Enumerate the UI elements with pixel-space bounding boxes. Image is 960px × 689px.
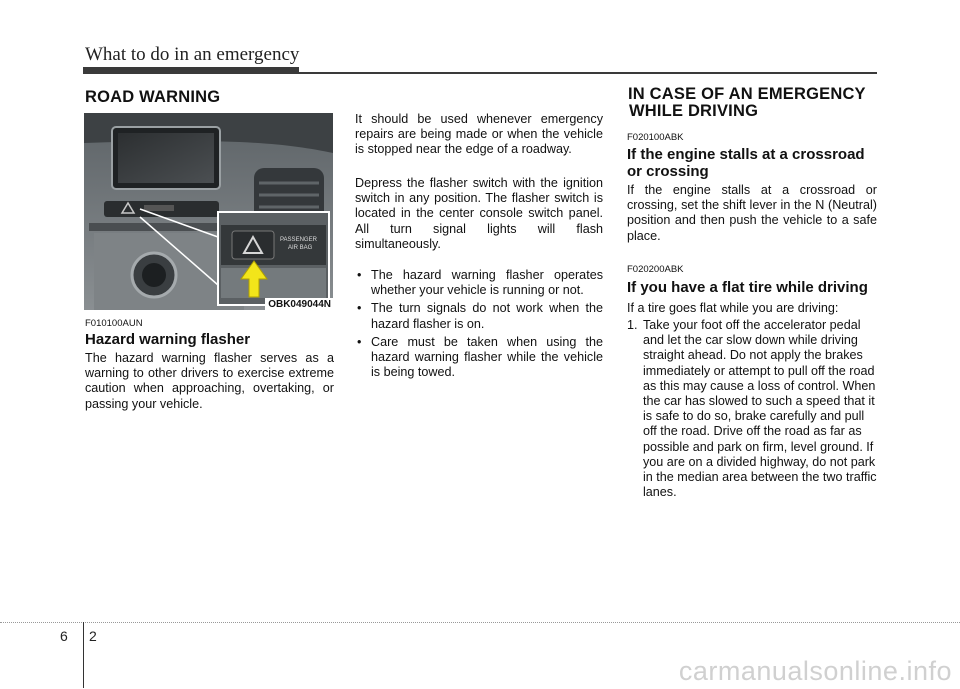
bullet-list bbox=[355, 268, 603, 383]
section-heading-emergency-driving bbox=[628, 86, 866, 120]
paragraph-usage: It should be used whenever emergency repairs are being made or when the vehicle is stopped near the edge of a roadway. bbox=[355, 112, 603, 157]
chapter-number: 6 bbox=[60, 628, 68, 644]
watermark: carmanualsonline.info bbox=[678, 656, 952, 686]
dashboard-illustration bbox=[84, 113, 333, 310]
list-item: 1. Take your foot off the accelerator pedal and let the car slow down while driving straight ahead. Do not apply the brakes immediately or attempt to pull off the road as this may cause a loss of control. When the car has slowed to such a speed that it is safe to do so, brake carefully and pull off the road. Drive off the road as far as possible and park on firm, level ground. If you are on a divided highway, do not park in the median area between the two traffic lanes. bbox=[627, 318, 877, 500]
paragraph-switch-location: Depress the flasher switch with the ignition switch in any position. The flasher switch is located in the center console switch panel. All turn signal lights will flash simultaneously. bbox=[355, 176, 603, 251]
header-rule-accent bbox=[83, 67, 299, 74]
photo-label: OBK049044N bbox=[265, 298, 333, 310]
list-item: • The hazard warning flasher operates whether your vehicle is running or not. bbox=[357, 268, 603, 298]
page-number: 2 bbox=[89, 628, 97, 644]
paragraph-flat-tire-intro: If a tire goes flat while you are driving: bbox=[627, 301, 839, 315]
section-code: F020200ABK bbox=[627, 264, 684, 275]
section-heading-line: IN CASE OF AN EMERGENCY bbox=[628, 85, 866, 103]
footer-vertical-divider bbox=[83, 622, 84, 688]
numbered-list bbox=[627, 318, 880, 500]
hazard-switch-inset bbox=[218, 212, 329, 305]
hazard-switch-photo bbox=[84, 113, 333, 310]
svg-text:AIR BAG: AIR BAG bbox=[288, 245, 313, 251]
paragraph-hazard-intro: The hazard warning flasher serves as a warning to other drivers to exercise extreme caution when approaching, overtaking, or passing your vehicle. bbox=[85, 351, 334, 411]
subheading-flat-tire: If you have a flat tire while driving bbox=[627, 279, 868, 296]
section-code: F010100AUN bbox=[85, 318, 143, 329]
section-heading-road-warning: ROAD WARNING bbox=[85, 88, 221, 106]
section-code: F020100ABK bbox=[627, 132, 684, 143]
section-heading-line: WHILE DRIVING bbox=[629, 102, 759, 120]
footer-divider bbox=[0, 622, 960, 623]
subheading-engine-stalls: If the engine stalls at a crossroad or crossing bbox=[627, 146, 865, 180]
chapter-title: What to do in an emergency bbox=[85, 44, 300, 65]
svg-text:PASSENGER: PASSENGER bbox=[280, 237, 317, 243]
list-item: • Care must be taken when using the hazard warning flasher while the vehicle is being towed. bbox=[357, 334, 603, 380]
paragraph-engine-stalls: If the engine stalls at a crossroad or crossing, set the shift lever in the N (Neutral) position and then push the vehicle to a safe place. bbox=[627, 183, 877, 243]
subheading-hazard-flasher: Hazard warning flasher bbox=[85, 331, 251, 348]
list-item: • The turn signals do not work when the hazard flasher is on. bbox=[357, 301, 603, 331]
